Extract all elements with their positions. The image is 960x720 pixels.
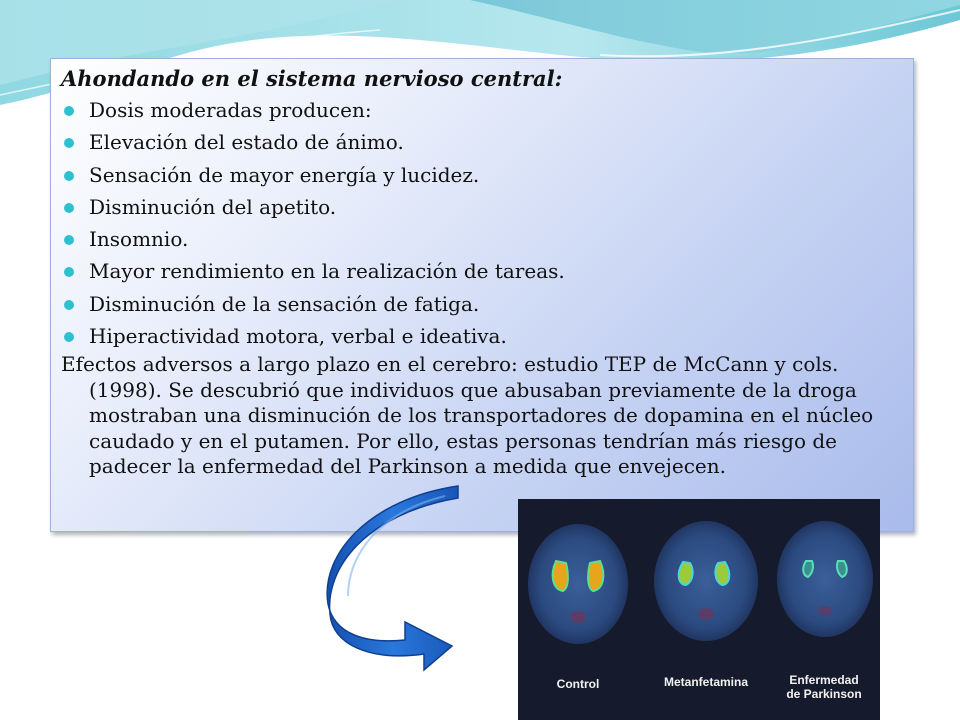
list-item-text: Hiperactividad motora, verbal e ideativa.	[89, 324, 507, 349]
list-item	[61, 255, 903, 287]
curved-arrow-icon	[320, 484, 470, 674]
scan-label-parkinson-line2: de Parkinson	[786, 687, 862, 701]
scan-label-metanfetamina: Metanfetamina	[663, 675, 749, 689]
list-item-text: Disminución de la sensación de fatiga.	[89, 291, 480, 316]
list-item	[61, 223, 903, 255]
list-item-text: Disminución del apetito.	[89, 194, 337, 219]
scan-label-control: Control	[556, 677, 600, 691]
study-paragraph: Efectos adversos a largo plazo en el cerebro: estudio TEP de McCann y cols. (1998). Se descubrió que individuos que abusaban previamente de la droga mostraban una disminución de los transportadores de dopamina en el núcleo caudado y en el putamen. Por ello, estas personas tendrían más riesgo de padecer la enfermedad del Parkinson a medida que envejecen.	[61, 352, 874, 479]
scan-label-parkinson-line1: Enfermedad	[789, 673, 859, 687]
bullet-dot-icon	[64, 106, 74, 116]
bullet-dot-icon	[64, 332, 74, 342]
slide-heading: Ahondando en el sistema nervioso central:	[61, 66, 563, 91]
list-item-text: Insomnio.	[89, 227, 189, 252]
list-item-text: Elevación del estado de ánimo.	[89, 130, 404, 155]
list-item-text: Mayor rendimiento en la realización de tareas.	[89, 259, 565, 284]
list-item-text: Dosis moderadas producen:	[89, 98, 372, 122]
list-item	[61, 288, 903, 320]
brain-control	[528, 524, 628, 644]
bullet-dot-icon	[64, 171, 74, 181]
scan-label-parkinson	[776, 673, 872, 701]
pet-scan-image	[518, 499, 880, 720]
list-item	[61, 320, 903, 352]
brain-metanfetamina	[654, 521, 758, 641]
bullet-dot-icon	[64, 138, 74, 148]
list-item	[61, 94, 903, 126]
list-item	[61, 126, 903, 158]
content-textbox	[50, 58, 914, 532]
list-item	[61, 159, 903, 191]
list-item-text: Sensación de mayor energía y lucidez.	[89, 162, 480, 187]
bullet-dot-icon	[64, 300, 74, 310]
bullet-list	[61, 94, 903, 352]
bullet-dot-icon	[64, 267, 74, 277]
brain-parkinson	[777, 521, 873, 637]
list-item	[61, 191, 903, 223]
bullet-dot-icon	[64, 235, 74, 245]
bullet-dot-icon	[64, 203, 74, 213]
